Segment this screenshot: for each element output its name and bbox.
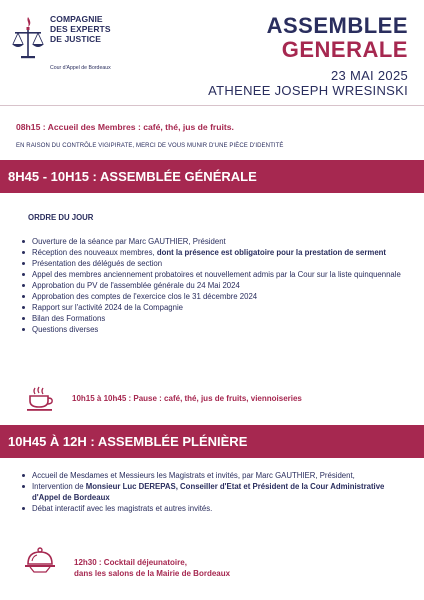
- pause-line: 10h15 à 10h45 : Pause : café, thé, jus de fruits, viennoiseries: [72, 394, 302, 403]
- cocktail-line: [74, 557, 230, 579]
- header-divider: [0, 105, 424, 106]
- welcome-line: 08h15 : Accueil des Membres : café, thé, jus de fruits.: [16, 122, 234, 132]
- cloche-platter-icon: [24, 545, 56, 575]
- list-item: Rapport sur l'activité 2024 de la Compagnie: [22, 302, 402, 313]
- coffee-cup-icon: [26, 386, 56, 412]
- logo-line3: DE JUSTICE: [50, 34, 102, 44]
- cocktail-line2: dans les salons de la Mairie de Bordeaux: [74, 569, 231, 578]
- list-item: Débat interactif avec les magistrats et autres invités.: [22, 503, 402, 514]
- list-item: Approbation des comptes de l'exercice clos le 31 décembre 2024: [22, 291, 402, 302]
- title-line2: GENERALE: [281, 37, 408, 62]
- section-heading-plenary: 10H45 À 12H : ASSEMBLÉE PLÉNIÈRE: [0, 425, 424, 458]
- section-heading-general-assembly: 8H45 - 10H15 : ASSEMBLÉE GÉNÉRALE: [0, 160, 424, 193]
- list-item: Intervention de Monsieur Luc DEREPAS, Conseiller d'Etat et Président de la Cour Administrative d'Appel de Bordeaux: [22, 481, 402, 503]
- list-item: Bilan des Formations: [22, 313, 402, 324]
- plenary-list: [22, 470, 402, 514]
- justice-scales-icon: [10, 14, 46, 64]
- list-item: Présentation des délégués de section: [22, 258, 402, 269]
- list-item: Questions diverses: [22, 324, 402, 335]
- security-notice: EN RAISON DU CONTRÔLE VIGIPIRATE, MERCI DE VOUS MUNIR D'UNE PIÈCE D'IDENTITÉ: [16, 143, 284, 149]
- list-item: Ouverture de la séance par Marc GAUTHIER, Président: [22, 236, 402, 247]
- event-header: [208, 14, 408, 98]
- event-venue: ATHENEE JOSEPH WRESINSKI: [208, 83, 408, 98]
- logo-line2: DES EXPERTS: [50, 24, 111, 34]
- logo-line1: COMPAGNIE: [50, 14, 103, 24]
- logo: [10, 12, 120, 74]
- agenda-title: ORDRE DU JOUR: [28, 213, 94, 222]
- list-item: Réception des nouveaux membres, dont la présence est obligatoire pour la prestation de serment: [22, 247, 402, 258]
- agenda-list: [22, 236, 402, 335]
- cocktail-line1: 12h30 : Cocktail déjeunatoire,: [74, 558, 187, 567]
- logo-subtitle: Cour d'Appel de Bordeaux: [50, 65, 111, 71]
- logo-title: [50, 14, 111, 44]
- list-item: Appel des membres anciennement probatoires et nouvellement admis par la Cour sur la liste quinquennale: [22, 269, 402, 280]
- event-date: 23 MAI 2025: [330, 68, 408, 83]
- title-line1: ASSEMBLEE: [266, 13, 408, 38]
- list-item: Approbation du PV de l'assemblée générale du 24 Mai 2024: [22, 280, 402, 291]
- list-item: Accueil de Mesdames et Messieurs les Magistrats et invités, par Marc GAUTHIER, Président,: [22, 470, 402, 481]
